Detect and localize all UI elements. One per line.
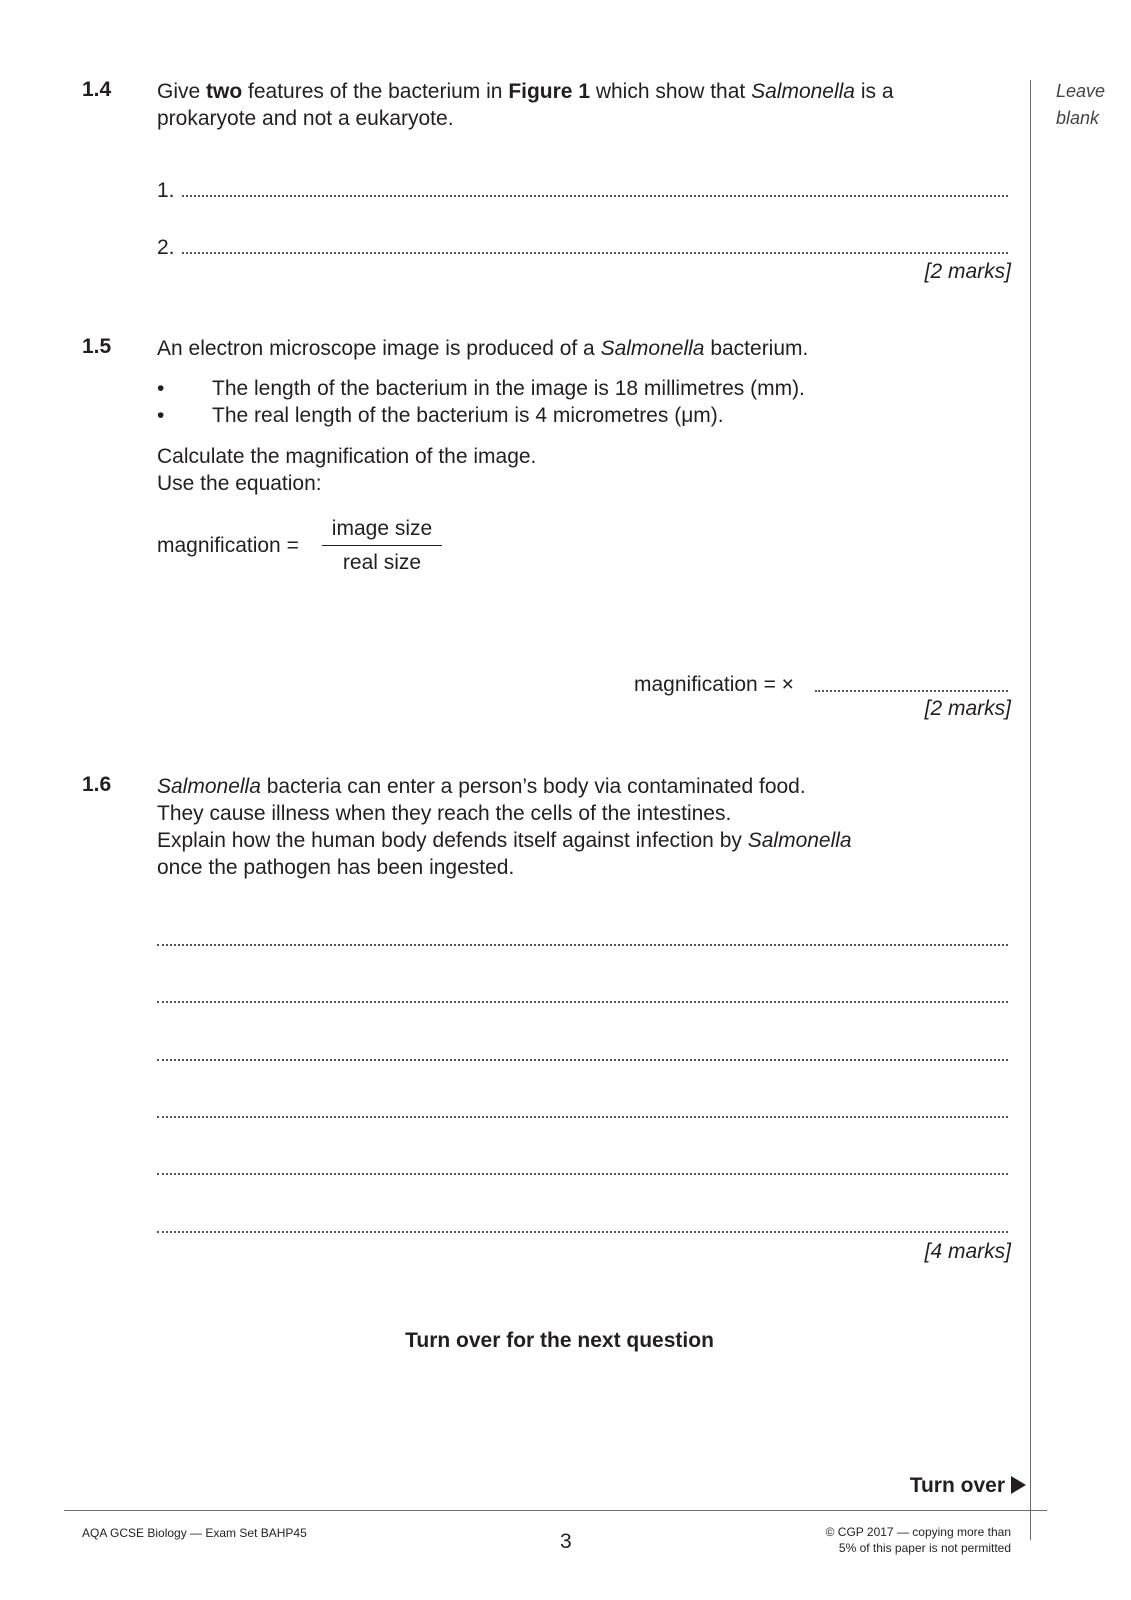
answer-line-1-6-d[interactable] [157,1116,1008,1118]
magnification-answer-line[interactable] [815,690,1008,692]
turn-over [910,1474,1026,1498]
answer-line-1-6-b[interactable] [157,1001,1008,1003]
q14-text-c: which show that [590,80,752,103]
q15-italic-salmonella: Salmonella [600,337,705,360]
right-arrow-icon [1011,1476,1026,1494]
turn-over-next-text: Turn over for the next question [405,1329,714,1352]
answer-line-2[interactable] [182,252,1008,254]
margin-rule [1030,80,1031,1540]
footer-rule [64,1510,1047,1511]
q16-line2: They cause illness when they reach the cells of the intestines. [157,802,732,825]
q15-intro-b: bacterium. [704,337,809,360]
q14-text-line2: prokaryote and not a eukaryote. [157,107,454,130]
marks-1-5: [2 marks] [924,697,1011,720]
bullet-1-text: The length of the bacterium in the image is 18 millimetres (mm). [212,377,805,400]
q16-italic-salmonella-1: Salmonella [157,775,261,798]
marks-1-6: [4 marks] [924,1240,1011,1263]
q14-text-a: Give [157,80,207,103]
q14-text-b: features of the bacterium in [242,80,509,103]
answer-line-1[interactable] [182,195,1008,197]
copyright-line-2: 5% of this paper is not permitted [838,1541,1011,1555]
page-number: 3 [560,1530,572,1553]
turn-over-next-question [0,1329,1131,1353]
q16-line3-a: Explain how the human body defends itself against infection by [157,829,748,852]
turn-over-text: Turn over [909,1474,1005,1497]
answer-2-label: 2. [157,236,175,259]
equation-denominator: real size [342,551,422,574]
equation-lhs: magnification = [157,534,299,557]
question-1-5-intro [157,335,808,362]
q15-instructions [157,443,536,497]
q15-instruction-2: Use the equation: [157,472,322,495]
answer-line-1-6-c[interactable] [157,1059,1008,1061]
q16-line1-rest: bacteria can enter a person’s body via contaminated food. [260,775,806,798]
question-number-1-5: 1.5 [82,335,112,358]
answer-line-1-6-e[interactable] [157,1173,1008,1175]
answer-line-1-6-a[interactable] [157,944,1008,946]
q14-bold-figure: Figure 1 [508,80,590,103]
q14-text-d: is a [855,80,894,103]
footer-copyright [826,1524,1011,1556]
question-1-6-text [157,773,977,881]
question-1-4-text [157,78,977,132]
answer-1-label: 1. [157,179,175,202]
q14-bold-two: two [206,80,243,103]
copyright-line-1: © CGP 2017 — copying more than [825,1525,1011,1539]
q15-instruction-1: Calculate the magnification of the image. [157,445,537,468]
bullet-2-symbol: • [157,404,165,427]
question-number-1-6: 1.6 [82,773,112,796]
q14-italic-salmonella: Salmonella [751,80,855,103]
q15-intro-a: An electron microscope image is produced of a [157,337,601,360]
bullet-2-text: The real length of the bacterium is 4 micrometres (μm). [212,404,724,427]
q16-line4: once the pathogen has been ingested. [157,856,515,879]
footer-exam-set: AQA GCSE Biology — Exam Set BAHP45 [82,1526,307,1540]
blank-label: blank [1056,108,1100,128]
question-number-1-4: 1.4 [82,78,112,101]
equation-numerator: image size [331,517,433,540]
magnification-answer-label: magnification = × [634,673,794,696]
marks-1-4: [2 marks] [924,260,1011,283]
leave-blank-label [1056,78,1105,132]
equation-fraction [322,515,442,576]
bullet-1-symbol: • [157,377,165,400]
q16-italic-salmonella-2: Salmonella [747,829,852,852]
answer-line-1-6-f[interactable] [157,1231,1008,1233]
leave-label: Leave [1056,81,1106,101]
